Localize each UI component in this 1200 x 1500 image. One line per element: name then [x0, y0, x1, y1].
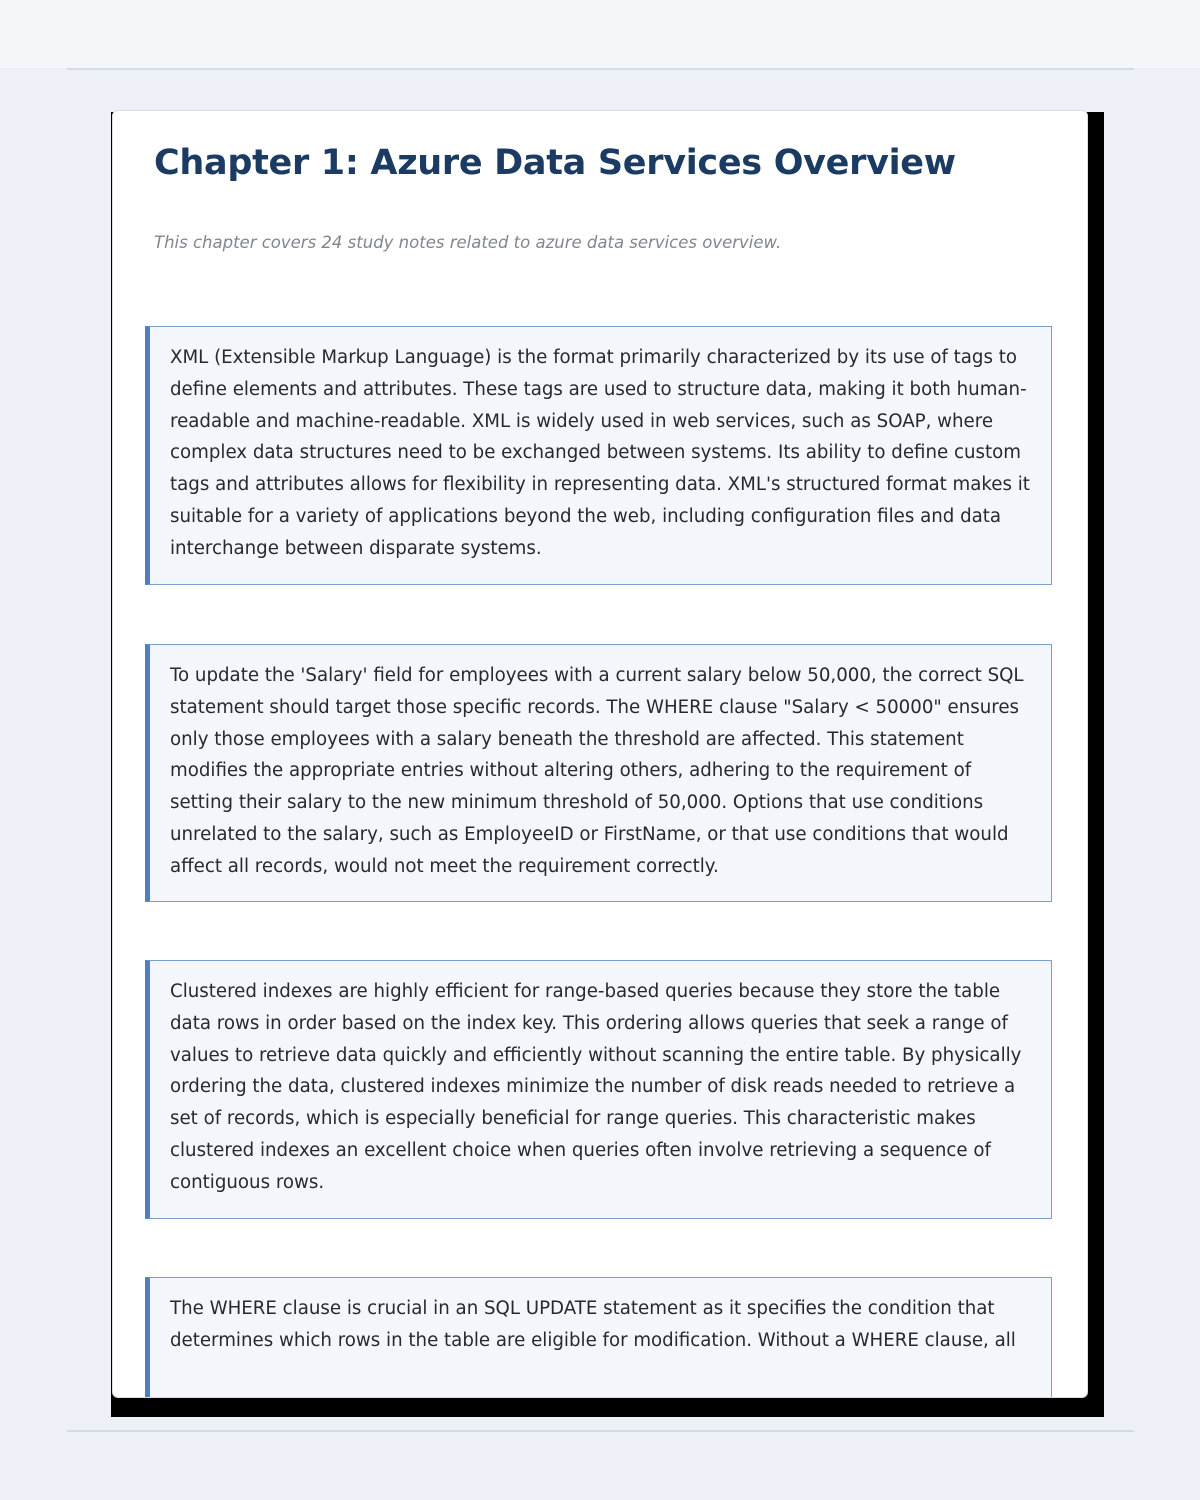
- study-note-text: To update the 'Salary' field for employees with a current salary below 50,000, the correct SQL statement should target those specific records. The WHERE clause "Salary < 50000" ensures only those employees with a salary beneath the threshold are affected. This statement modifies the appropriate entries without altering others, adhering to the requirement of setting their salary to the new minimum threshold of 50,000. Options that use conditions unrelated to the salary, such as EmployeeID or FirstName, or that use conditions that would affect all records, would not meet the requirement correctly.: [170, 665, 1024, 877]
- study-note-text: Clustered indexes are highly efficient for range-based queries because they store the table data rows in order based on the index key. This ordering allows queries that seek a range of values to retrieve data quickly and efficiently without scanning the entire table. By physically ordering the data, clustered indexes minimize the number of disk reads needed to retrieve a set of records, which is especially beneficial for range queries. This characteristic makes clustered indexes an excellent choice when queries often involve retrieving a sequence of contiguous rows.: [170, 981, 1022, 1193]
- chapter-subtitle: This chapter covers 24 study notes related to azure data services overview.: [154, 233, 782, 252]
- bottom-divider: [67, 1430, 1134, 1432]
- study-note: [145, 644, 1052, 902]
- document-page: [112, 110, 1088, 1398]
- study-note: [145, 326, 1052, 585]
- study-note-text: XML (Extensible Markup Language) is the format primarily characterized by its use of tags to define elements and attributes. These tags are used to structure data, making it both human-readable and machine-readable. XML is widely used in web services, such as SOAP, where complex data structures need to be exchanged between systems. Its ability to define custom tags and attributes allows for flexibility in representing data. XML's structured format makes it suitable for a variety of applications beyond the web, including configuration files and data interchange between disparate systems.: [170, 347, 1030, 559]
- chapter-title: Chapter 1: Azure Data Services Overview: [154, 143, 956, 183]
- top-divider: [67, 68, 1134, 70]
- top-bar: [0, 0, 1200, 68]
- study-note: [145, 960, 1052, 1219]
- study-note: [145, 1277, 1052, 1398]
- study-note-text: The WHERE clause is crucial in an SQL UPDATE statement as it specifies the condition that determines which rows in the table are eligible for modification. Without a WHERE clause, all: [170, 1298, 1016, 1351]
